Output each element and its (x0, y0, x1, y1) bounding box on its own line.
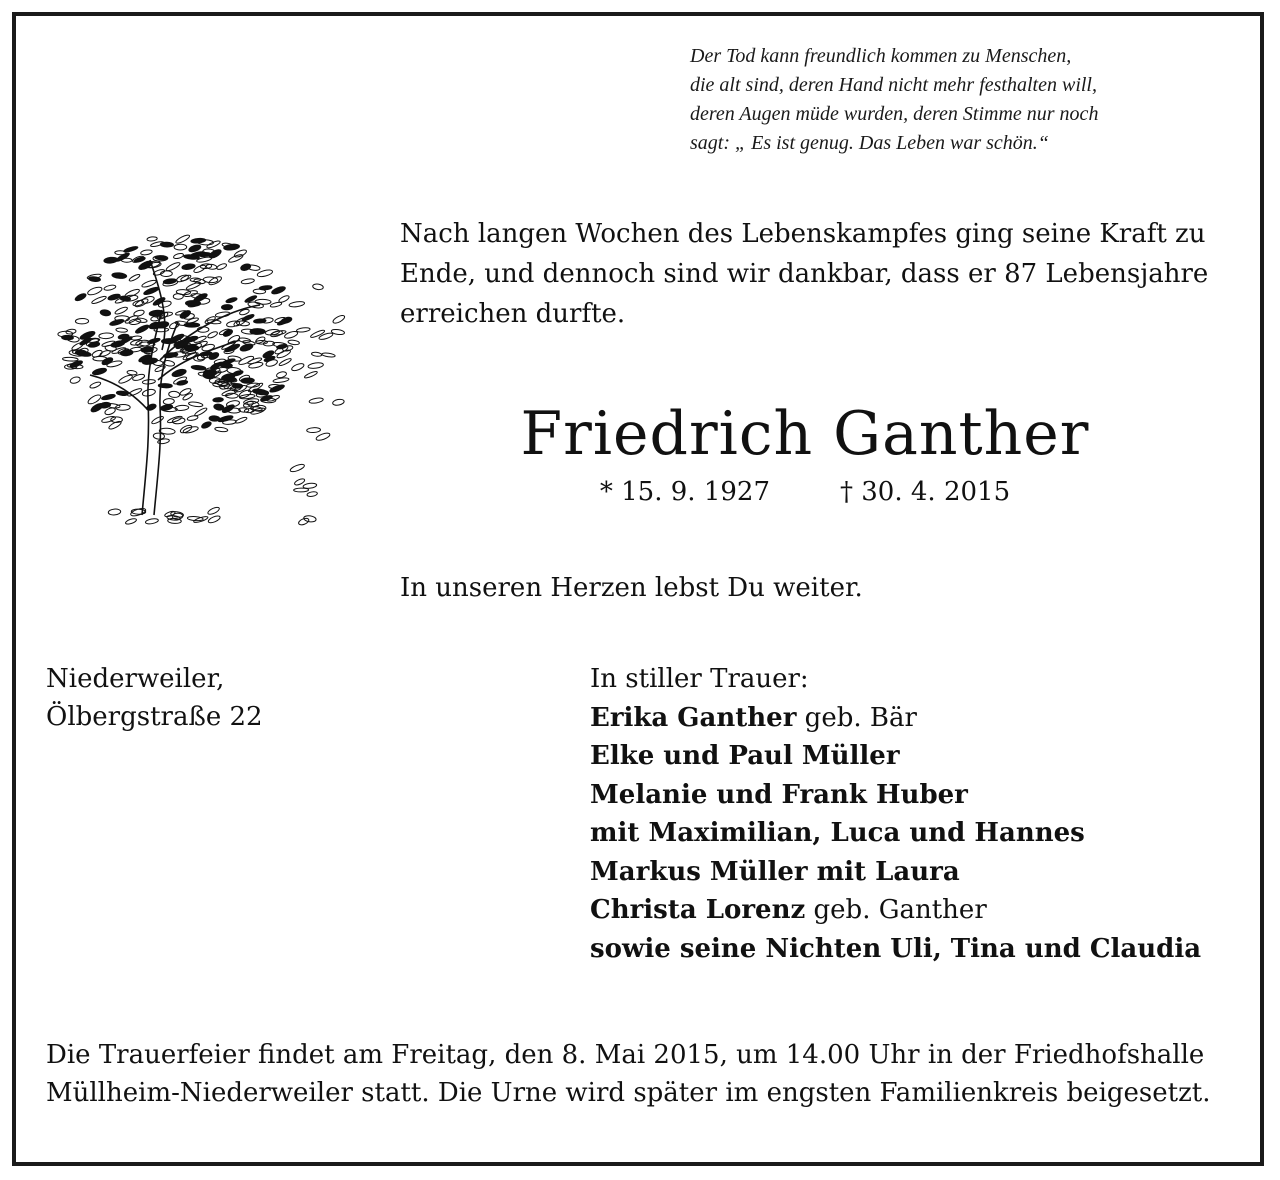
address-place: Niederweiler, (46, 664, 225, 694)
intro-line: Ende, und dennoch sind wir dankbar, dass er 87 Lebensjahre (400, 259, 1209, 289)
mourner-line: Elke und Paul Müller (590, 741, 900, 771)
poem-quote (690, 42, 1230, 158)
mourner-line (590, 891, 1201, 930)
mourner-line: Markus Müller mit Laura (590, 856, 960, 887)
mourner-line: Melanie und Frank Huber (590, 779, 968, 810)
closing-line: In unseren Herzen lebst Du weiter. (400, 573, 863, 603)
poem-line: die alt sind, deren Hand nicht mehr festhalten will, (690, 74, 1097, 96)
intro-line: Nach langen Wochen des Lebenskampfes ging seine Kraft zu (400, 219, 1206, 249)
mourners-block (590, 660, 1201, 968)
life-dates (400, 474, 1210, 510)
deceased-name: Friedrich Ganther (520, 399, 1090, 469)
funeral-notice (46, 1036, 1226, 1112)
poem-line: deren Augen müde wurden, deren Stimme nur noch (690, 103, 1099, 125)
address-street: Ölbergstraße 22 (46, 702, 263, 732)
poem-line: Der Tod kann freundlich kommen zu Menschen, (690, 45, 1072, 67)
mourner-note: geb. Ganther (805, 895, 987, 925)
death-date: † 30. 4. 2015 (840, 477, 1011, 507)
funeral-line: Die Trauerfeier findet am Freitag, den 8. Mai 2015, um 14.00 Uhr in der Friedhofshalle (46, 1040, 1205, 1070)
funeral-line: Müllheim-Niederweiler statt. Die Urne wird später im engsten Familienkreis beigesetzt. (46, 1078, 1211, 1108)
tree-icon (50, 210, 350, 530)
mourner-line: mit Maximilian, Luca und Hannes (590, 818, 1085, 848)
birth-date: * 15. 9. 1927 (599, 477, 770, 507)
poem-line: sagt: „ Es ist genug. Das Leben war schön.“ (690, 132, 1049, 154)
address-block (46, 660, 263, 736)
mourner-name: Erika Ganther (590, 702, 797, 733)
mourner-line (590, 699, 1201, 738)
intro-line: erreichen durfte. (400, 299, 626, 329)
mourner-name: Christa Lorenz (590, 895, 806, 925)
mourner-note: geb. Bär (796, 702, 917, 733)
mourner-line: sowie seine Nichten Uli, Tina und Claudia (590, 933, 1202, 964)
intro-text (400, 214, 1230, 334)
mourners-heading: In stiller Trauer: (590, 664, 809, 694)
